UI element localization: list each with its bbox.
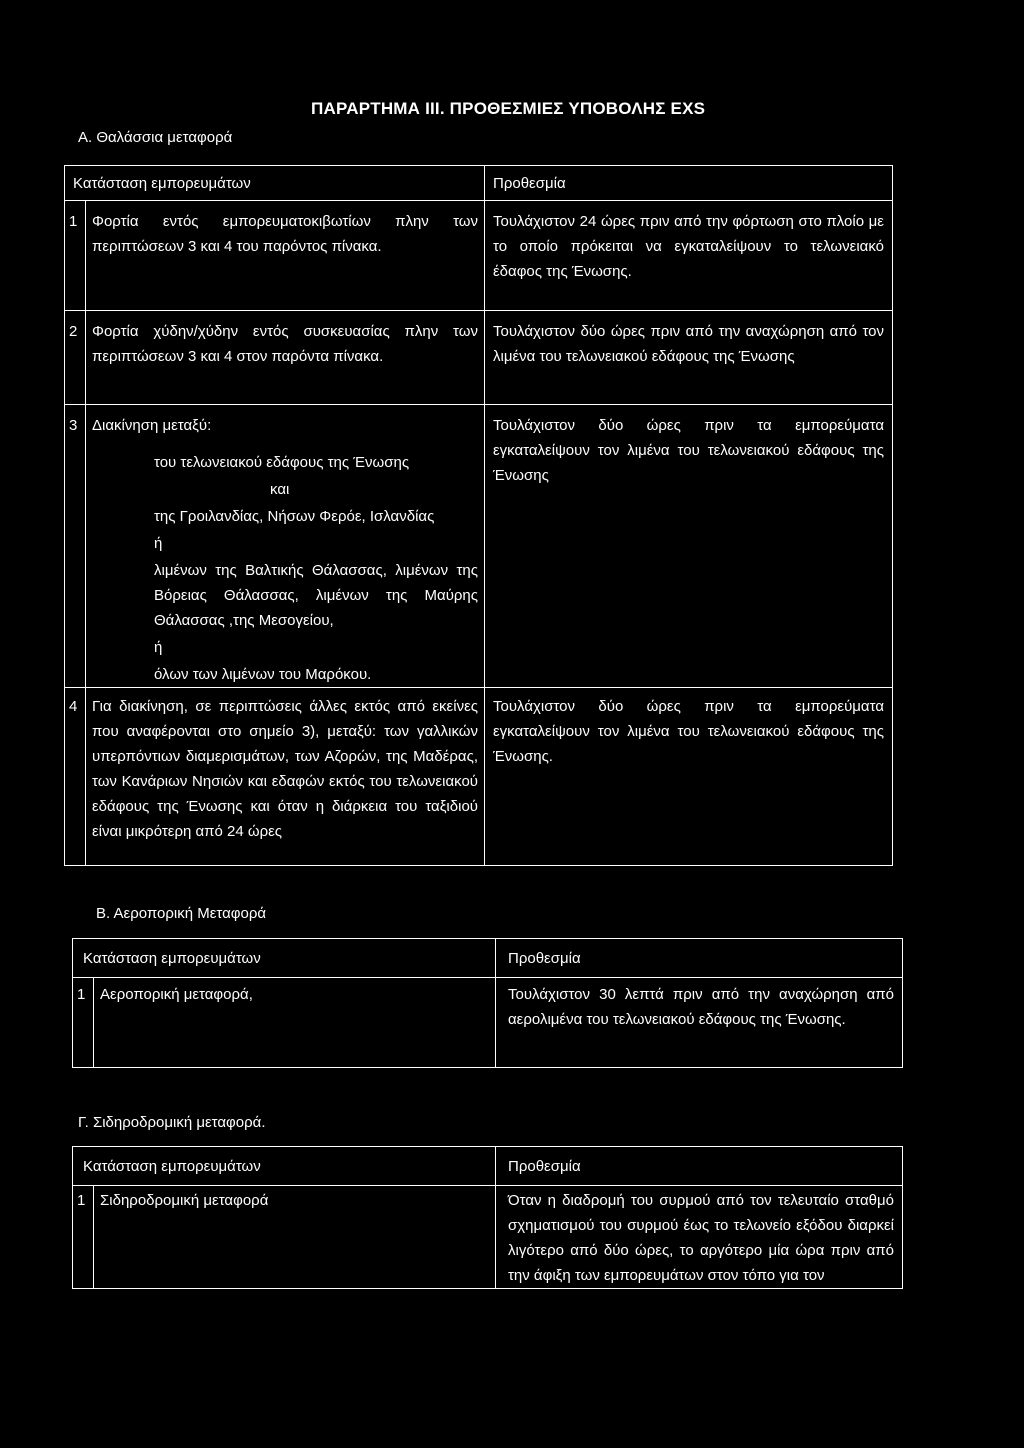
status-line: όλων των λιμένων του Μαρόκου. — [154, 666, 372, 683]
column-header-deadline: Προθεσμία — [496, 939, 903, 978]
table-row — [73, 1186, 903, 1289]
table-row — [65, 405, 893, 688]
goods-status-cell — [86, 405, 485, 688]
table-header-row — [65, 166, 893, 201]
section-heading-air: Β. Αεροπορική Μεταφορά — [96, 905, 267, 922]
air-transport-table — [72, 938, 903, 1068]
status-line: λιμένων της Βαλτικής Θάλασσας, λιμένων της Βόρειας Θάλασσας, λιμένων της Μαύρης Θάλασσας ,της Μεσογείου, — [154, 562, 478, 629]
deadline-cell: Τουλάχιστον δύο ώρες πριν τα εμπορεύματα εγκαταλείψουν τον λιμένα του τελωνειακού εδάφους της Ένωσης — [485, 405, 893, 688]
section-heading-rail: Γ. Σιδηροδρομική μεταφορά. — [78, 1114, 266, 1131]
deadline-cell: Τουλάχιστον δύο ώρες πριν από την αναχώρηση από τον λιμένα του τελωνειακού εδάφους της Ένωσης — [485, 311, 893, 405]
status-line: και — [270, 481, 290, 498]
page-title: ΠΑΡΑΡΤΗΜΑ ΙΙΙ. ΠΡΟΘΕΣΜΙΕΣ ΥΠΟΒΟΛΗΣ EXS — [311, 99, 706, 118]
status-line: ή — [154, 535, 163, 552]
row-number: 1 — [65, 201, 86, 311]
table-row — [65, 201, 893, 311]
goods-status-cell: Για διακίνηση, σε περιπτώσεις άλλες εκτός από εκείνες που αναφέρονται στο σημείο 3), μεταξύ: των γαλλικών υπερπόντιων διαμερισμάτων, των Αζορών, της Μαδέρας, των Κανάριων Νησιών και εδαφών εκτός του τελωνειακού εδάφους της Ένωσης και όταν η διάρκεια του ταξιδιού είναι μικρότερη από 24 ώρες — [86, 688, 485, 866]
status-line: του τελωνειακού εδάφους της Ένωσης — [154, 454, 410, 471]
sea-transport-table — [64, 165, 893, 866]
goods-status-cell: Φορτία χύδην/χύδην εντός συσκευασίας πλην των περιπτώσεων 3 και 4 στον παρόντα πίνακα. — [86, 311, 485, 405]
table-row — [73, 978, 903, 1068]
deadline-cell: Τουλάχιστον 24 ώρες πριν από την φόρτωση στο πλοίο με το οποίο πρόκειται να εγκαταλείψουν το τελωνειακό έδαφος της Ένωσης. — [485, 201, 893, 311]
status-intro: Διακίνηση μεταξύ: — [92, 417, 212, 434]
goods-status-cell: Σιδηροδρομική μεταφορά — [94, 1186, 496, 1289]
table-header-row — [73, 1147, 903, 1186]
row-number: 2 — [65, 311, 86, 405]
column-header-deadline: Προθεσμία — [496, 1147, 903, 1186]
status-line: της Γροιλανδίας, Νήσων Φερόε, Ισλανδίας — [154, 508, 435, 525]
row-number: 4 — [65, 688, 86, 866]
column-header-status: Κατάσταση εμπορευμάτων — [73, 1147, 496, 1186]
table-row — [65, 311, 893, 405]
row-number: 1 — [73, 978, 94, 1068]
table-header-row — [73, 939, 903, 978]
column-header-status: Κατάσταση εμπορευμάτων — [73, 939, 496, 978]
deadline-cell: Όταν η διαδρομή του συρμού από τον τελευταίο σταθμό σχηματισμού του συρμού έως το τελωνείο εξόδου διαρκεί λιγότερο από δύο ώρες, το αργότερο μία ώρα πριν από την άφιξη των εμπορευμάτων στον τόπο για τον — [496, 1186, 903, 1289]
section-heading-sea: Α. Θαλάσσια μεταφορά — [78, 129, 233, 146]
status-line: ή — [154, 639, 163, 656]
goods-status-cell: Αεροπορική μεταφορά, — [94, 978, 496, 1068]
column-header-status: Κατάσταση εμπορευμάτων — [65, 166, 485, 201]
goods-status-cell: Φορτία εντός εμπορευματοκιβωτίων πλην των περιπτώσεων 3 και 4 του παρόντος πίνακα. — [86, 201, 485, 311]
deadline-cell: Τουλάχιστον 30 λεπτά πριν από την αναχώρηση από αερολιμένα του τελωνειακού εδάφους της Ένωσης. — [496, 978, 903, 1068]
deadline-cell: Τουλάχιστον δύο ώρες πριν τα εμπορεύματα εγκαταλείψουν τον λιμένα του τελωνειακού εδάφους της Ένωσης. — [485, 688, 893, 866]
row-number: 3 — [65, 405, 86, 688]
rail-transport-table — [72, 1146, 903, 1289]
column-header-deadline: Προθεσμία — [485, 166, 893, 201]
table-row — [65, 688, 893, 866]
row-number: 1 — [73, 1186, 94, 1289]
